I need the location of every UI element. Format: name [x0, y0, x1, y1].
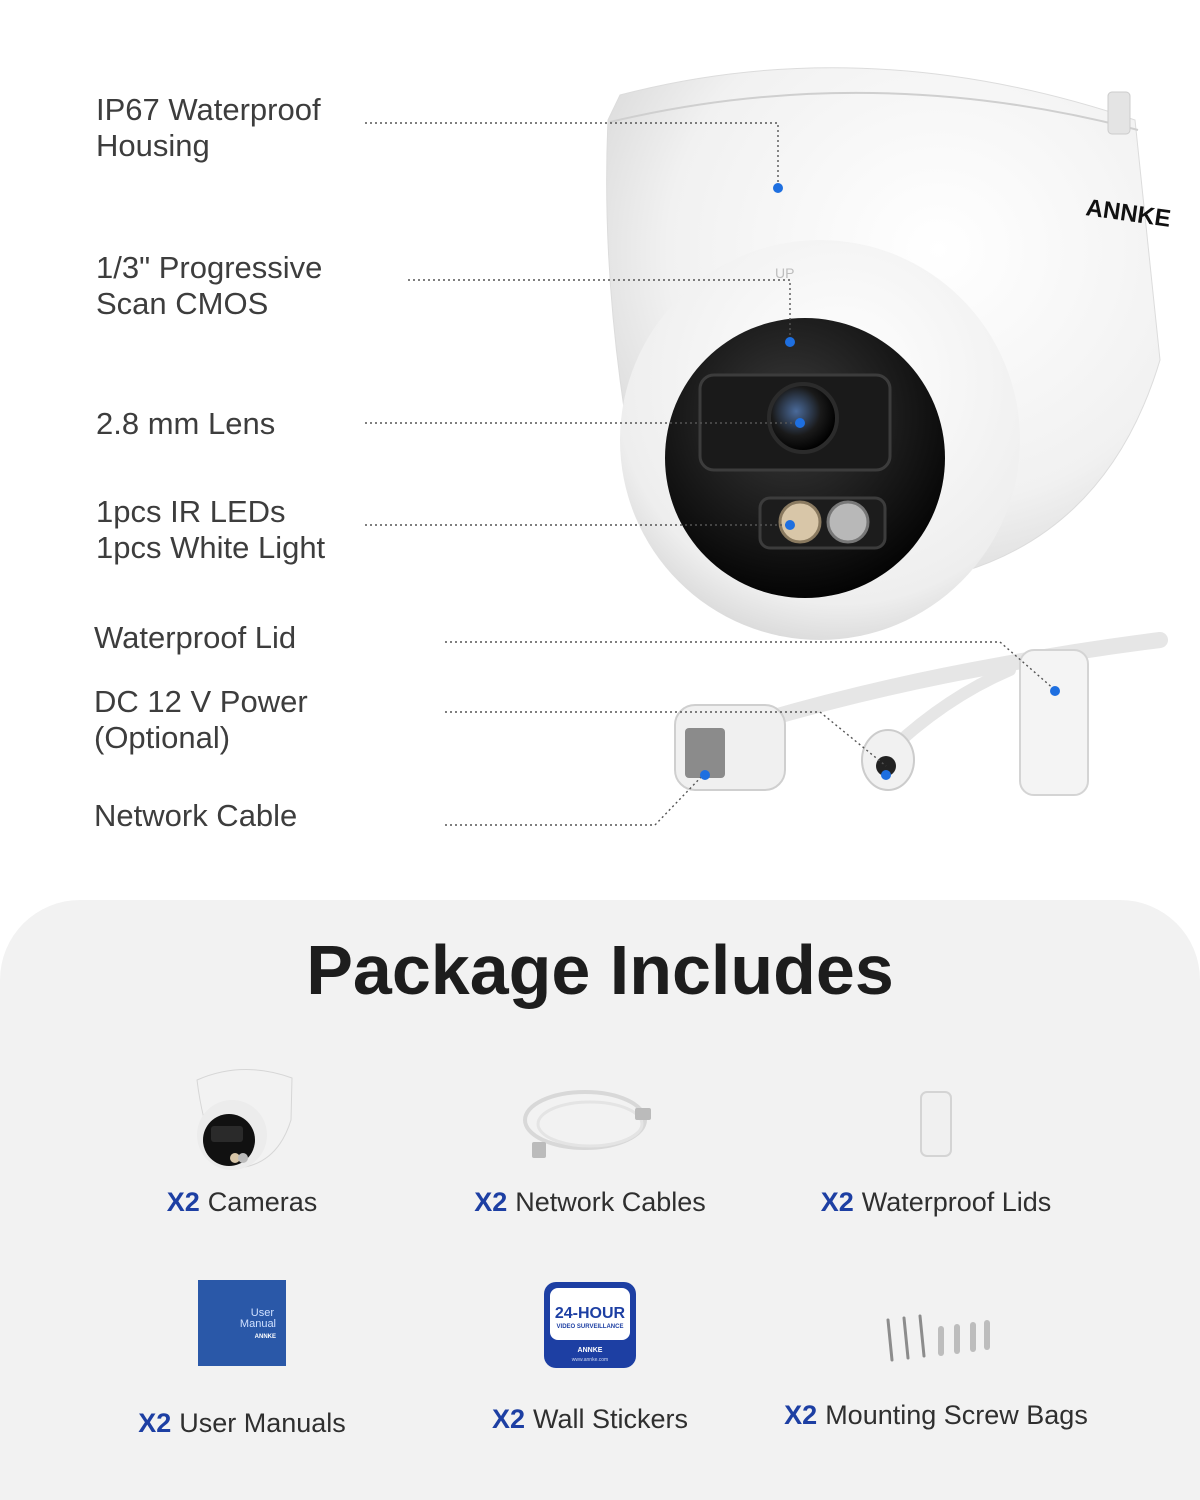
led-marker-dot — [785, 520, 795, 530]
feature-label-cmos: 1/3" Progressive Scan CMOS — [96, 250, 323, 321]
svg-text:ANNKE: ANNKE — [254, 1334, 276, 1340]
package-section — [0, 900, 1200, 1500]
package-item-user-manuals — [52, 1278, 432, 1439]
wall-sticker-icon — [542, 1280, 638, 1370]
svg-text:ANNKE: ANNKE — [577, 1347, 603, 1354]
item-name: Cameras — [207, 1187, 318, 1217]
power-marker-dot — [881, 770, 891, 780]
item-qty: X2 — [138, 1408, 172, 1438]
feature-label-network: Network Cable — [94, 798, 298, 833]
svg-text:User: User — [250, 1307, 274, 1319]
item-qty: X2 — [784, 1400, 818, 1430]
housing-marker-dot — [773, 183, 783, 193]
feature-label-lid: Waterproof Lid — [94, 620, 297, 655]
item-qty: X2 — [474, 1187, 508, 1217]
item-name: Mounting Screw Bags — [825, 1400, 1088, 1430]
lens-marker-dot — [795, 418, 805, 428]
svg-text:VIDEO SURVEILLANCE: VIDEO SURVEILLANCE — [556, 1324, 624, 1330]
package-item-mounting-screw-bags — [746, 1310, 1126, 1431]
waterproof-lid-icon — [911, 1080, 961, 1175]
item-name: Network Cables — [515, 1187, 706, 1217]
user-manual-icon — [196, 1278, 288, 1368]
item-qty: X2 — [166, 1187, 200, 1217]
feature-label-housing: IP67 Waterproof Housing — [96, 92, 321, 163]
package-item-waterproof-lids — [746, 1080, 1126, 1218]
feature-label-power: DC 12 V Power (Optional) — [94, 684, 308, 755]
cmos-marker-dot — [785, 337, 795, 347]
package-item-cameras — [52, 1060, 432, 1218]
lid-marker-dot — [1050, 686, 1060, 696]
screw-bag-icon — [876, 1310, 996, 1370]
package-title: Package Includes — [306, 931, 894, 1009]
lens-up-mark: UP — [775, 265, 795, 281]
svg-text:www.annke.com: www.annke.com — [571, 1357, 609, 1363]
camera-icon — [187, 1060, 297, 1175]
camera-brand-logo: ANNKE — [1084, 194, 1173, 233]
item-name: Waterproof Lids — [861, 1187, 1052, 1217]
item-qty: X2 — [491, 1404, 525, 1434]
svg-text:Manual: Manual — [239, 1318, 276, 1330]
network-cable-icon — [520, 1080, 660, 1175]
package-item-network-cables — [400, 1080, 780, 1218]
package-item-wall-stickers — [400, 1280, 780, 1435]
svg-text:24-HOUR: 24-HOUR — [554, 1305, 626, 1322]
item-name: Wall Stickers — [533, 1404, 689, 1434]
item-name: User Manuals — [179, 1408, 346, 1438]
feature-label-lens: 2.8 mm Lens — [96, 406, 276, 441]
item-qty: X2 — [820, 1187, 854, 1217]
feature-label-leds: 1pcs IR LEDs 1pcs White Light — [96, 494, 326, 565]
network-marker-dot — [700, 770, 710, 780]
